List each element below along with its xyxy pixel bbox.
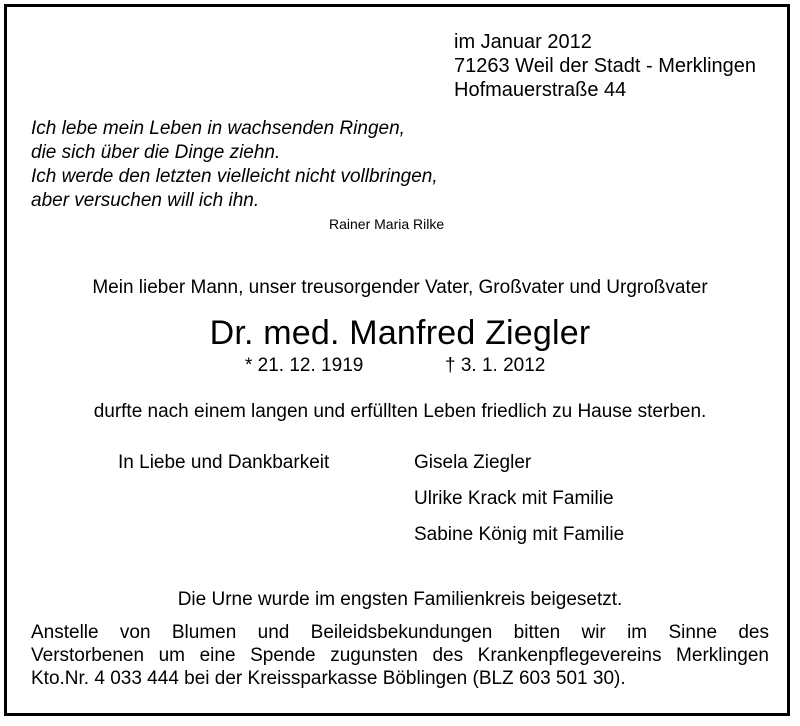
address-city: 71263 Weil der Stadt - Merklingen — [454, 55, 757, 77]
poem-line: Ich lebe mein Leben in wachsenden Ringen, — [31, 118, 405, 139]
signoff-text: In Liebe und Dankbarkeit — [118, 452, 330, 473]
donation-line: Anstelle von Blumen und Beileidsbekundungen bitten wir im Sinne des — [31, 622, 769, 643]
poem-line: die sich über die Dinge ziehn. — [31, 142, 281, 163]
address-street: Hofmauerstraße 44 — [454, 79, 627, 101]
notice-date: im Januar 2012 — [454, 31, 592, 53]
death-date: † 3. 1. 2012 — [445, 355, 546, 376]
family-member: Sabine König mit Familie — [414, 524, 625, 545]
burial-note: Die Urne wurde im engsten Familienkreis beigesetzt. — [177, 589, 623, 610]
family-member: Gisela Ziegler — [414, 452, 532, 473]
donation-line: Verstorbenen um eine Spende zugunsten des Krankenpflegevereins Merklingen — [31, 645, 769, 666]
donation-paragraph — [31, 621, 769, 690]
poem-author: Rainer Maria Rilke — [329, 216, 445, 232]
donation-line: Kto.Nr. 4 033 444 bei der Kreissparkasse Böblingen (BLZ 603 501 30). — [31, 668, 626, 689]
deceased-name: Dr. med. Manfred Ziegler — [209, 314, 591, 352]
death-statement: durfte nach einem langen und erfüllten Leben friedlich zu Hause sterben. — [93, 401, 707, 422]
poem-line: Ich werde den letzten vielleicht nicht vollbringen, — [31, 166, 438, 187]
poem-line: aber versuchen will ich ihn. — [31, 190, 260, 211]
birth-date: * 21. 12. 1919 — [245, 355, 364, 376]
family-member: Ulrike Krack mit Familie — [414, 488, 614, 509]
intro-text: Mein lieber Mann, unser treusorgender Vater, Großvater und Urgroßvater — [92, 277, 708, 298]
